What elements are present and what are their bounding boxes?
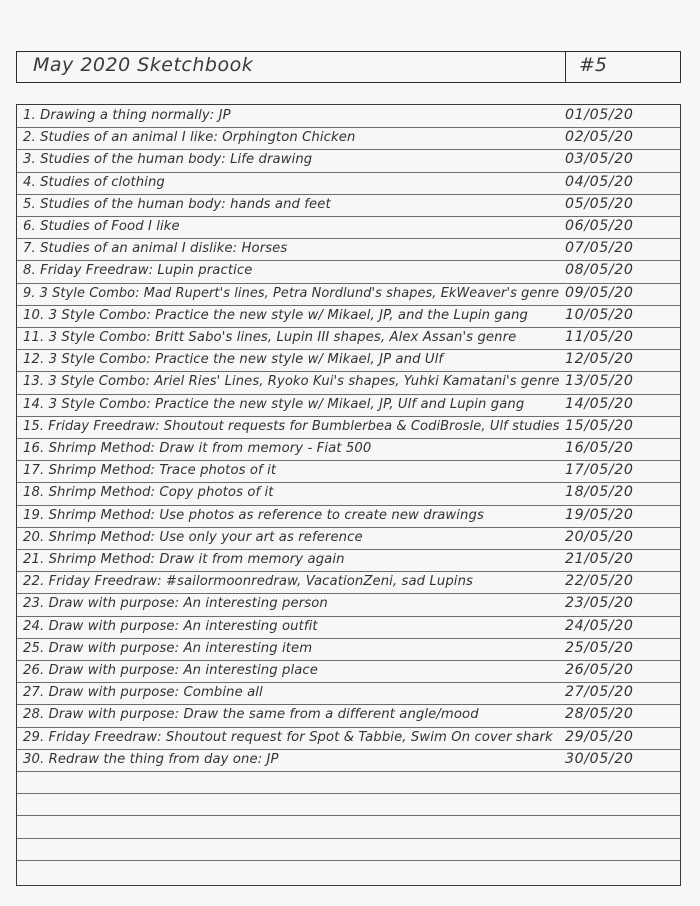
entry-text: 12. 3 Style Combo: Practice the new style w/ Mikael, JP and Ulf <box>23 352 444 368</box>
ruled-line <box>17 149 680 150</box>
ruled-line <box>17 371 680 372</box>
entry-date: 02/05/20 <box>565 129 634 146</box>
ruled-line <box>17 638 680 639</box>
ruled-line <box>17 727 680 728</box>
entry-text: 2. Studies of an animal I like: Orphington Chicken <box>23 130 356 146</box>
entry-text: 1. Drawing a thing normally: JP <box>23 108 231 123</box>
ruled-line <box>17 460 680 461</box>
ruled-line <box>17 194 680 195</box>
entry-text: 9. 3 Style Combo: Mad Rupert's lines, Petra Nordlund's shapes, EkWeaver's genre <box>23 285 560 301</box>
ruled-line <box>17 216 680 217</box>
entry-date: 30/05/20 <box>565 750 634 767</box>
entry-text: 29. Friday Freedraw: Shoutout request for Spot & Tabbie, Swim On cover shark <box>23 729 553 745</box>
ruled-line <box>17 749 680 750</box>
entry-text: 28. Draw with purpose: Draw the same from a different angle/mood <box>23 707 479 723</box>
ruled-line <box>17 593 680 594</box>
ruled-line <box>17 283 680 284</box>
entry-text: 10. 3 Style Combo: Practice the new style w/ Mikael, JP, and the Lupin gang <box>23 307 529 323</box>
entry-date: 06/05/20 <box>565 218 634 234</box>
entry-date: 14/05/20 <box>565 395 634 412</box>
ruled-line <box>17 238 680 239</box>
entry-text: 16. Shrimp Method: Draw it from memory - Fiat 500 <box>23 441 372 456</box>
ruled-line <box>17 505 680 506</box>
entry-date: 08/05/20 <box>565 262 634 279</box>
entry-text: 30. Redraw the thing from day one: JP <box>23 751 279 767</box>
ruled-line <box>17 616 680 617</box>
ruled-line <box>17 771 680 772</box>
ruled-line <box>17 860 680 861</box>
entry-date: 18/05/20 <box>565 484 634 501</box>
entry-text: 8. Friday Freedraw: Lupin practice <box>23 263 253 279</box>
ruled-line <box>17 394 680 395</box>
entry-date: 27/05/20 <box>565 684 634 701</box>
ruled-line <box>17 660 680 661</box>
entry-date: 15/05/20 <box>565 417 634 434</box>
entry-date: 11/05/20 <box>565 329 634 345</box>
entry-text: 5. Studies of the human body: hands and feet <box>23 196 331 212</box>
ruled-line <box>17 305 680 306</box>
entry-date: 05/05/20 <box>565 195 634 212</box>
ruled-line <box>17 704 680 705</box>
entry-text: 7. Studies of an animal I dislike: Horses <box>23 241 288 257</box>
ruled-line <box>17 527 680 528</box>
entry-date: 07/05/20 <box>565 240 634 257</box>
ruled-line <box>17 349 680 350</box>
entry-text: 24. Draw with purpose: An interesting outfit <box>23 618 318 634</box>
sketchbook-number: #5 <box>579 54 608 76</box>
entry-date: 19/05/20 <box>565 506 634 523</box>
entry-text: 20. Shrimp Method: Use only your art as reference <box>23 529 363 545</box>
entry-date: 16/05/20 <box>565 440 634 456</box>
entry-text: 25. Draw with purpose: An interesting item <box>23 640 313 656</box>
entry-date: 13/05/20 <box>565 373 634 390</box>
ruled-line <box>17 549 680 550</box>
entry-date: 20/05/20 <box>565 528 634 545</box>
entry-date: 04/05/20 <box>565 173 634 190</box>
entry-text: 15. Friday Freedraw: Shoutout requests for Bumblerbea & CodiBrosle, Ulf studies <box>23 418 560 434</box>
entry-text: 11. 3 Style Combo: Britt Sabo's lines, Lupin III shapes, Alex Assan's genre <box>23 330 517 345</box>
entry-text: 6. Studies of Food I like <box>23 219 180 234</box>
ruled-line <box>17 416 680 417</box>
entry-text: 26. Draw with purpose: An interesting place <box>23 663 318 678</box>
entry-date: 09/05/20 <box>565 284 634 301</box>
entry-date: 26/05/20 <box>565 662 634 678</box>
entry-date: 23/05/20 <box>565 595 634 612</box>
ruled-line <box>17 571 680 572</box>
entry-date: 17/05/20 <box>565 462 634 479</box>
entry-text: 21. Shrimp Method: Draw it from memory again <box>23 552 345 567</box>
ruled-line <box>17 172 680 173</box>
entry-date: 12/05/20 <box>565 351 634 368</box>
title-box <box>16 51 681 83</box>
entry-date: 24/05/20 <box>565 617 634 634</box>
entry-date: 10/05/20 <box>565 306 634 323</box>
entry-date: 29/05/20 <box>565 728 634 745</box>
ruled-line <box>17 815 680 816</box>
entry-text: 14. 3 Style Combo: Practice the new style w/ Mikael, JP, Ulf and Lupin gang <box>23 396 525 412</box>
entry-date: 28/05/20 <box>565 706 634 723</box>
ruled-line <box>17 327 680 328</box>
entry-text: 18. Shrimp Method: Copy photos of it <box>23 485 274 501</box>
entry-text: 13. 3 Style Combo: Ariel Ries' Lines, Ryoko Kui's shapes, Yuhki Kamatani's genre <box>23 374 560 390</box>
entry-text: 27. Draw with purpose: Combine all <box>23 685 263 701</box>
ruled-line <box>17 482 680 483</box>
entry-text: 23. Draw with purpose: An interesting person <box>23 596 328 612</box>
title-divider <box>565 52 566 82</box>
entry-date: 01/05/20 <box>565 107 634 123</box>
ruled-line <box>17 127 680 128</box>
ruled-line <box>17 838 680 839</box>
sketchbook-title: May 2020 Sketchbook <box>33 54 254 76</box>
entry-text: 4. Studies of clothing <box>23 174 165 190</box>
entry-text: 19. Shrimp Method: Use photos as reference to create new drawings <box>23 507 484 523</box>
entry-text: 22. Friday Freedraw: #sailormoonredraw, VacationZeni, sad Lupins <box>23 574 473 590</box>
entry-date: 21/05/20 <box>565 551 634 567</box>
entry-date: 03/05/20 <box>565 151 634 168</box>
entry-text: 17. Shrimp Method: Trace photos of it <box>23 463 277 479</box>
ruled-line <box>17 682 680 683</box>
entry-date: 25/05/20 <box>565 639 634 656</box>
entry-date: 22/05/20 <box>565 573 634 590</box>
entry-text: 3. Studies of the human body: Life drawing <box>23 152 313 168</box>
ruled-line <box>17 438 680 439</box>
ruled-line <box>17 260 680 261</box>
entry-table <box>16 104 681 886</box>
ruled-line <box>17 793 680 794</box>
